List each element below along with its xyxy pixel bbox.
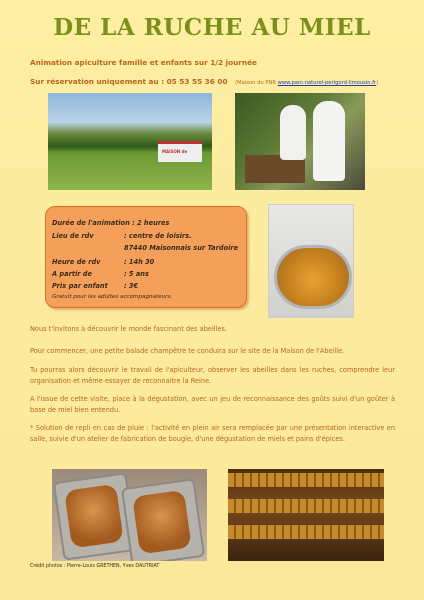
- reservation-phone: Sur réservation uniquement au : 05 53 55 36 00: [30, 77, 228, 86]
- maison-building: [158, 141, 202, 162]
- photo-credit: Crédit photos : Pierre-Louis GRETHEN, Yves DAUTRIAT: [30, 564, 160, 569]
- cake-pan-right: [121, 478, 205, 561]
- paragraph-intro: Nous t'invitons à découvrir le monde fascinant des abeilles.: [30, 325, 228, 333]
- paragraph-apiculteur: Tu pourras alors découvrir le travail de l'apiculteur, observer les abeilles dans les ruches, comprendre leur organisation et même essayer de reconnaitre la Reine.: [30, 366, 395, 385]
- cake-left: [64, 484, 124, 549]
- honey-bowl: [274, 245, 352, 309]
- reservation-line: [30, 77, 378, 86]
- subtitle: Animation apiculture famille et enfants sur 1/2 journée: [30, 58, 257, 67]
- info-duree: Durée de l'animation : 2 heures: [52, 219, 170, 227]
- paragraph-degustation: A l'issue de cette visite, place à la dégustation, avec un jeu de reconnaissance des goûts suivi d'un goûter à base de miel bien entendu.: [30, 395, 395, 414]
- photo-maison-abeille: [48, 93, 212, 190]
- photo-bees-hive: [228, 469, 384, 561]
- photo-pain-epices: [52, 469, 207, 561]
- info-box: Durée de l'animation : 2 heures Lieu de rdv : centre de loisirs. 87440 Maisonnais sur Tardoire Heure de rdv : 14h 30 A partir de : 5 ans Prix par enfant : 3€ Gratuit pour les adultes accompagnateurs.: [45, 206, 247, 308]
- cake-right: [132, 490, 192, 555]
- pnr-note: (Maison du PNR www.parc-naturel-perigord-limousin.fr): [235, 80, 379, 86]
- photo-beekeepers: [235, 93, 365, 190]
- info-gratuit: Gratuit pour les adultes accompagnateurs.: [52, 294, 173, 300]
- paragraph-pluie: * Solution de repli en cas de pluie : l'activité en plein air sera remplacée par une présentation interactive en salle, suivie d'un atelier de fabrication de bougie, d'une dégustation de miels et pains d'épices.: [30, 424, 395, 443]
- maison-sign: MAISON de: [162, 149, 188, 154]
- beekeeper-left: [280, 105, 306, 160]
- paragraph-balade: Pour commencer, une petite balade champêtre te conduira sur le site de la Maison de l'Abeille.: [30, 347, 345, 355]
- honeycomb-frame-2: [228, 499, 384, 513]
- page-title: DE LA RUCHE AU MIEL: [53, 14, 371, 41]
- honeycomb-frame-3: [228, 525, 384, 539]
- beekeeper-right: [313, 101, 345, 181]
- honeycomb-frame-1: [228, 473, 384, 487]
- photo-honey-extractor: [268, 204, 354, 318]
- pnr-link[interactable]: www.parc-naturel-perigord-limousin.fr: [277, 80, 377, 86]
